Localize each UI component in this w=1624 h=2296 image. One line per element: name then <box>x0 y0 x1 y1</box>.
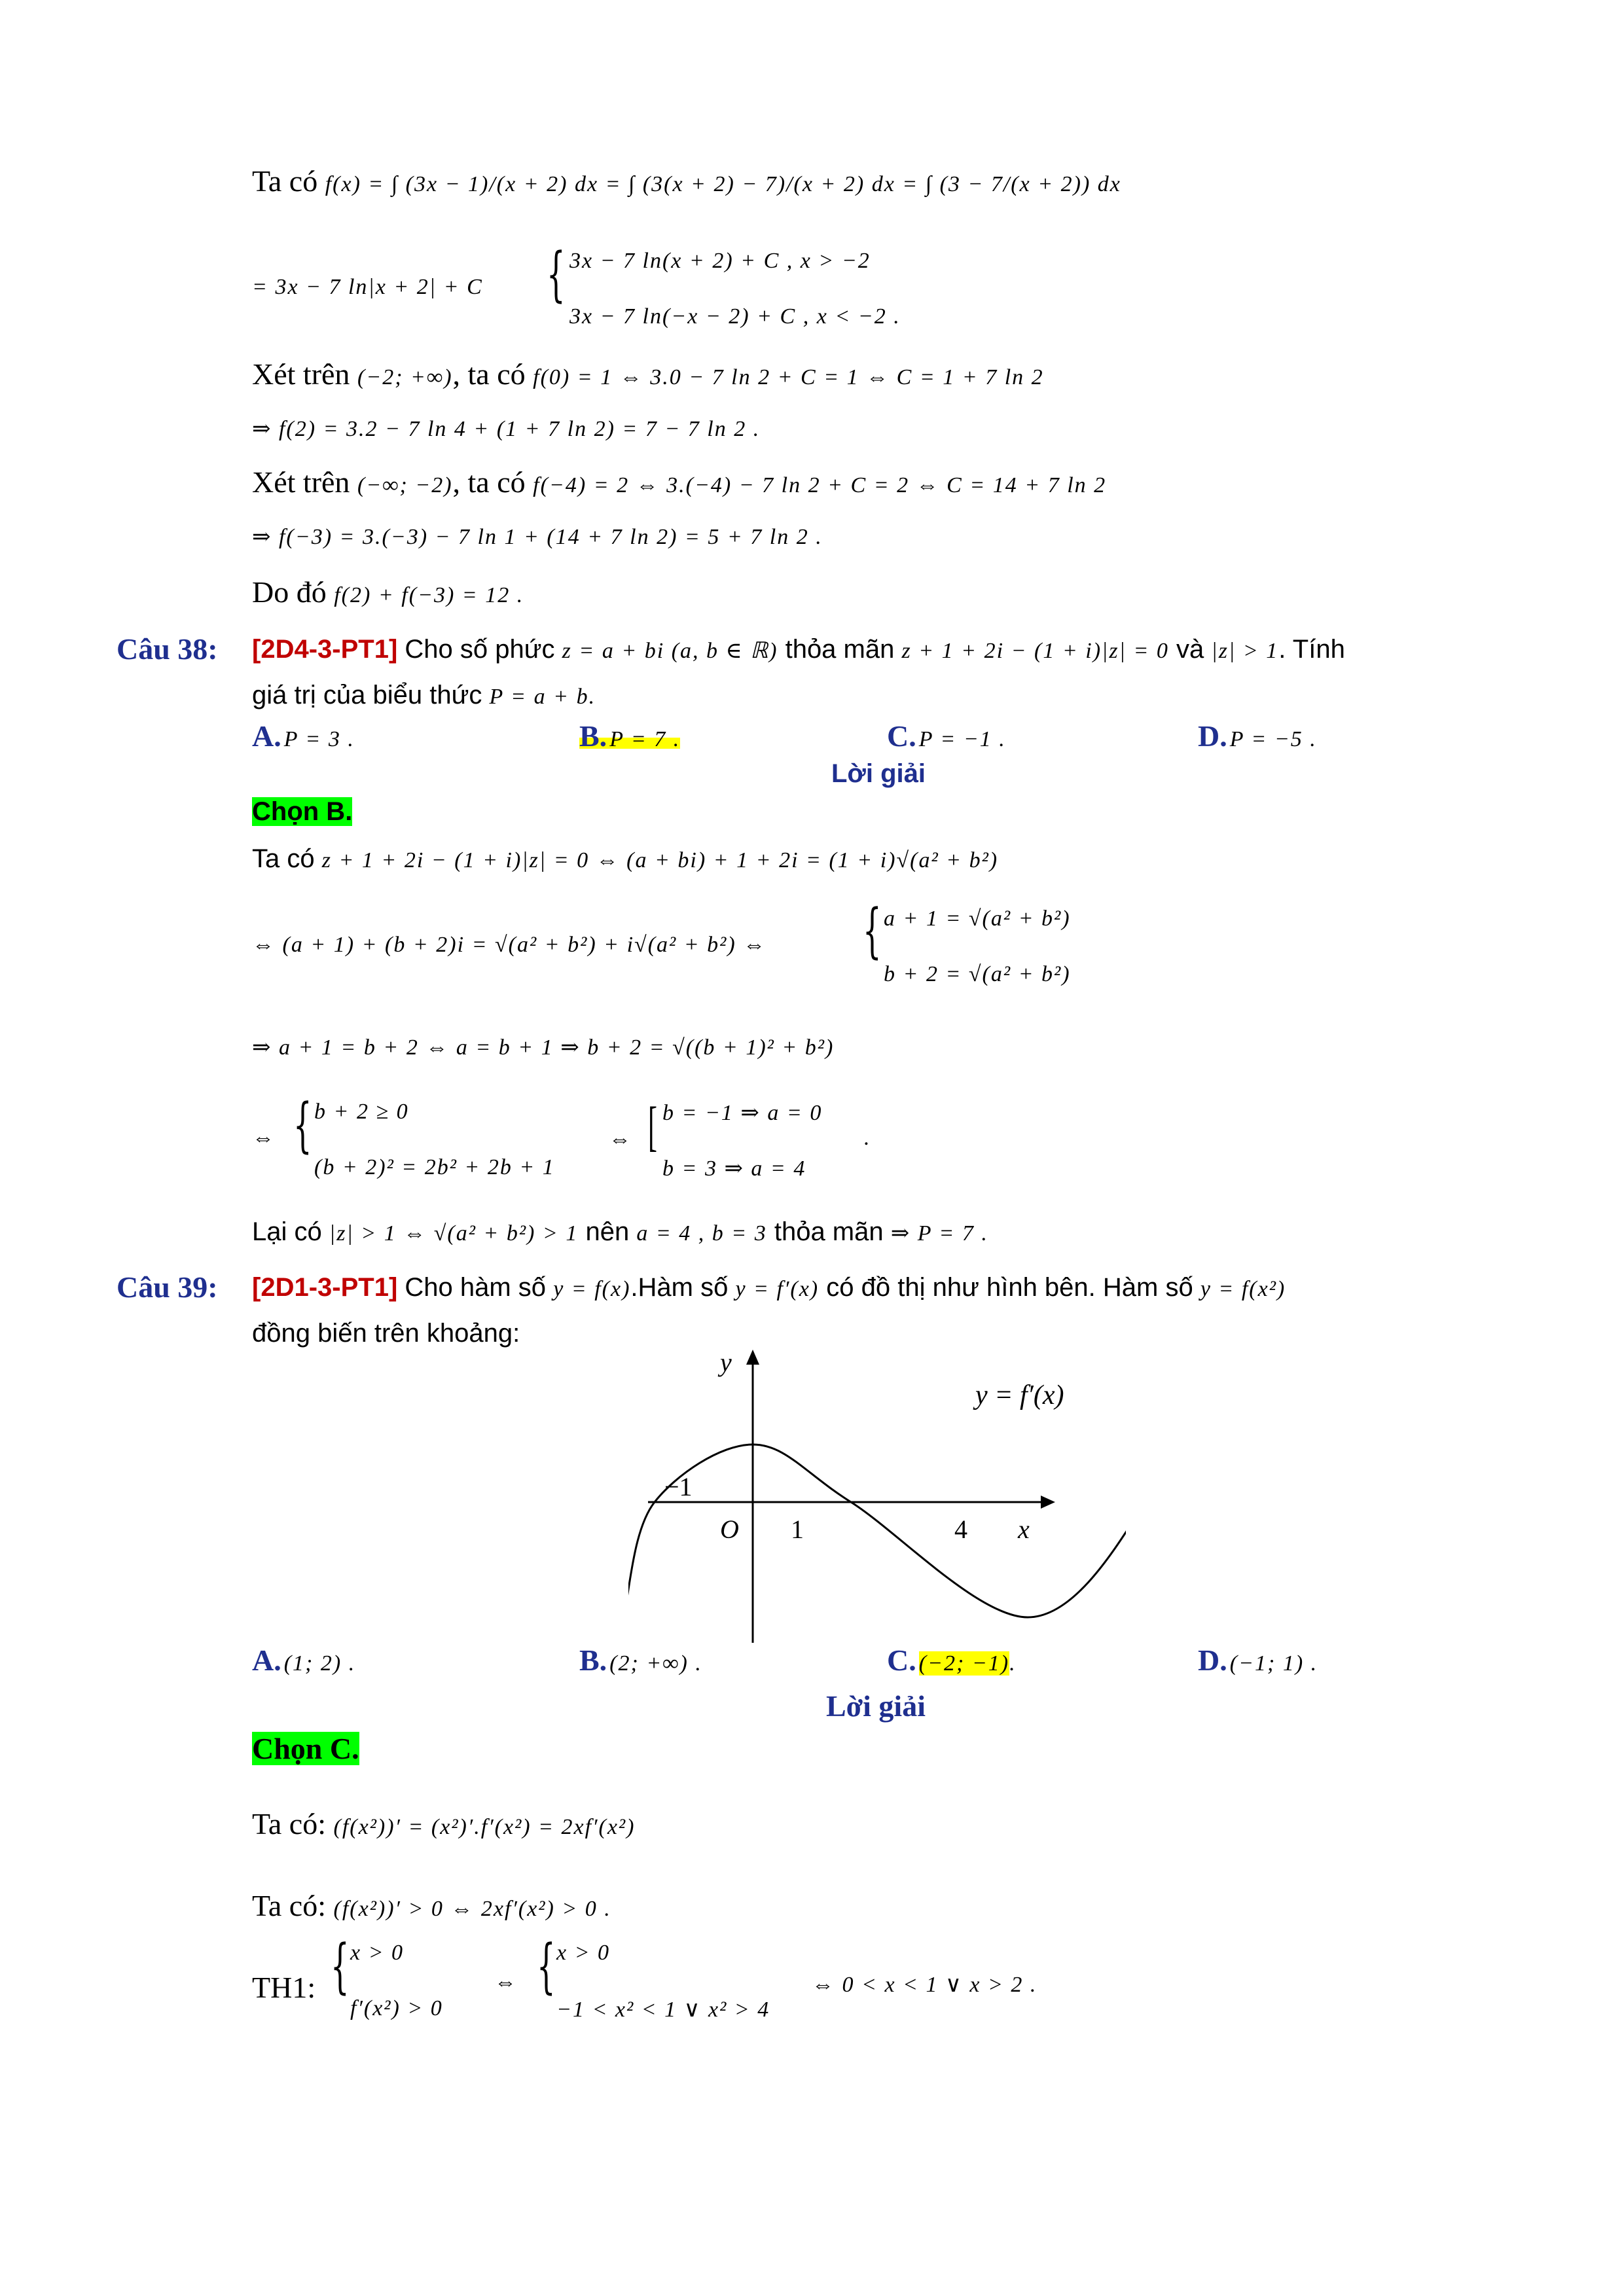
intro-line-7 <box>252 575 524 609</box>
math: ⇔ <box>609 1127 632 1151</box>
math: ⇒ P = 7 . <box>890 1221 988 1246</box>
option-value: P = 7 . <box>609 727 681 751</box>
math: f′(x²) > 0 <box>350 1996 443 2020</box>
intro-line-3 <box>252 357 1044 391</box>
math: y = f′(x) <box>735 1277 820 1301</box>
math: z + 1 + 2i − (1 + i)|z| = 0 <box>901 639 1169 663</box>
intro-case-1 <box>569 249 871 274</box>
math: ⇒ f(2) = 3.2 − 7 ln 4 + (1 + 7 ln 2) = 7 − 7 ln 2 . <box>252 417 761 441</box>
option-dot: . <box>1009 1651 1017 1676</box>
math: −1 < x² < 1 ∨ x² > 4 <box>556 1998 770 2022</box>
text: Cho hàm số <box>405 1273 547 1302</box>
math: ⇔ 0 < x < 1 ∨ x > 2 . <box>812 1973 1038 1997</box>
q38-step-1 <box>252 844 998 874</box>
intro-line-6 <box>252 524 823 550</box>
text: giá trị của biểu thức <box>252 681 482 709</box>
q38-solution-title: Lời giải <box>831 759 926 788</box>
q39-step-2 <box>252 1888 611 1923</box>
text: . Tính <box>1278 635 1345 664</box>
x-axis-arrow-icon <box>1041 1496 1055 1509</box>
choice-badge: Chọn C. <box>252 1732 359 1765</box>
math: z = a + bi (a, b ∈ ℝ) <box>562 639 778 663</box>
q38-step-4 <box>252 1126 276 1151</box>
q38-step-4-or-1 <box>662 1100 822 1126</box>
math: (f(x²))′ > 0 ⇔ 2xf′(x²) > 0 . <box>333 1897 611 1921</box>
curve-f-prime <box>628 1382 1126 1617</box>
math: (f(x²))′ = (x²)′.f′(x²) = 2xf′(x²) <box>333 1815 636 1839</box>
q38-step-4-case-2 <box>314 1155 555 1180</box>
option-value: P = 3 . <box>283 727 355 751</box>
option-value: (1; 2) . <box>283 1651 356 1676</box>
math: |z| > 1 ⇔ √(a² + b²) > 1 <box>329 1221 579 1246</box>
q39-step-3 <box>252 1970 316 2005</box>
q38-option-c[interactable] <box>887 719 1006 753</box>
option-key: A. <box>252 1643 281 1677</box>
bracket-icon: [ <box>648 1096 657 1157</box>
q39-step-3-end <box>812 1971 1037 1998</box>
math: = 3x − 7 ln|x + 2| + C <box>252 275 483 299</box>
option-value: P = −5 . <box>1229 727 1317 751</box>
option-key: D. <box>1198 719 1227 753</box>
math: y = f(x²) <box>1200 1277 1286 1301</box>
math: ⇒ f(−3) = 3.(−3) − 7 ln 1 + (14 + 7 ln 2) = 5 + 7 ln 2 . <box>252 525 823 549</box>
text: Lại có <box>252 1217 322 1246</box>
text: Xét trên <box>252 357 350 391</box>
math: P = a + b. <box>489 685 596 709</box>
q38-line-1 <box>252 635 1345 664</box>
math: z + 1 + 2i − (1 + i)|z| = 0 ⇔ (a + bi) + 1 + 2i = (1 + i)√(a² + b²) <box>321 848 999 872</box>
math: f(2) + f(−3) = 12 . <box>334 583 524 607</box>
tick-label-4: 4 <box>954 1515 967 1544</box>
q38-choice <box>252 797 352 827</box>
q38-step-4-case-1 <box>314 1100 409 1124</box>
x-axis-label: x <box>1018 1515 1030 1544</box>
q39-step-3-case-3 <box>556 1941 610 1965</box>
q39-step-3-mid <box>494 1970 518 1995</box>
graph-f-prime <box>628 1342 1126 1656</box>
brace-icon: { <box>537 1932 556 2001</box>
math: ⇔ (a + 1) + (b + 2)i = √(a² + b²) + i√(a² + b²) ⇔ <box>252 933 767 957</box>
q38-option-b[interactable] <box>579 719 680 753</box>
text: .Hàm số <box>630 1273 729 1302</box>
q38-line-2 <box>252 681 596 710</box>
tick-label-neg1: −1 <box>664 1472 693 1501</box>
q39-line-2: đồng biến trên khoảng: <box>252 1319 520 1348</box>
intro-line-1 <box>252 164 1121 198</box>
q38-step-5 <box>252 1217 988 1247</box>
text: TH1: <box>252 1971 316 2004</box>
math: x > 0 <box>556 1941 611 1965</box>
math: |z| > 1 <box>1211 639 1279 663</box>
math: f(x) = ∫ (3x − 1)/(x + 2) dx = ∫ (3(x + 2) − 7)/(x + 2) dx = ∫ (3 − 7/(x + 2)) dx <box>325 172 1121 196</box>
math: ⇒ a + 1 = b + 2 ⇔ a = b + 1 ⇒ b + 2 = √((b + 1)² + b²) <box>252 1035 835 1060</box>
text: , ta có <box>452 357 526 391</box>
q39-option-d[interactable] <box>1198 1643 1318 1677</box>
q39-step-1 <box>252 1806 635 1841</box>
option-key: C. <box>887 1643 916 1677</box>
q39-choice <box>252 1731 359 1766</box>
math: f(0) = 1 ⇔ 3.0 − 7 ln 2 + C = 1 ⇔ C = 1 + 7 ln 2 <box>533 365 1044 389</box>
math: (−2; +∞) <box>357 365 453 389</box>
intro-case-2: 3x − 7 ln(−x − 2) + C , x < −2 . <box>569 304 901 329</box>
option-key: B. <box>579 719 607 753</box>
text: có đồ thị như hình bên. Hàm số <box>826 1273 1193 1302</box>
q38-option-d[interactable] <box>1198 719 1317 753</box>
q38-step-2-case-2 <box>884 962 1071 987</box>
text: thỏa mãn <box>774 1217 884 1246</box>
brace-icon: { <box>293 1091 312 1160</box>
curve-label: y = f′(x) <box>975 1380 1064 1410</box>
math: ⇔ <box>252 1126 276 1150</box>
q39-option-b[interactable] <box>579 1643 702 1677</box>
intro-line-4 <box>252 416 760 442</box>
intro-line-2 <box>252 275 483 300</box>
option-key: D. <box>1198 1643 1227 1677</box>
option-value: (−2; −1) <box>918 1651 1010 1676</box>
option-key: C. <box>887 719 916 753</box>
brace-icon: { <box>331 1932 350 2001</box>
text: thỏa mãn <box>785 635 895 664</box>
q38-step-4-or-2 <box>662 1155 806 1181</box>
q38-step-3 <box>252 1034 834 1060</box>
text: Ta có: <box>252 1889 327 1922</box>
math: b + 2 = √(a² + b²) <box>884 962 1071 986</box>
text: và <box>1176 635 1204 664</box>
math: a + 1 = √(a² + b²) <box>884 906 1071 931</box>
q38-step-4-mid <box>609 1127 632 1152</box>
q39-option-a[interactable] <box>252 1643 355 1677</box>
math: (−∞; −2) <box>357 473 453 497</box>
q38-step-2 <box>252 933 767 958</box>
option-value: (2; +∞) . <box>609 1651 702 1676</box>
q39-step-3-case-1 <box>350 1941 404 1965</box>
text: Ta có <box>252 844 315 873</box>
math: 3x − 7 ln(−x − 2) + C , x < −2 <box>569 304 887 329</box>
tick-label-1: 1 <box>791 1515 804 1544</box>
q39-solution-title: Lời giải <box>826 1689 926 1723</box>
y-axis-arrow-icon <box>746 1350 759 1365</box>
y-axis-label: y <box>720 1348 732 1377</box>
text: Ta có <box>252 164 318 198</box>
q38-step-4-end <box>864 1126 871 1151</box>
text: , ta có <box>452 465 526 499</box>
text: Ta có: <box>252 1807 327 1840</box>
option-value: (−1; 1) . <box>1229 1651 1318 1676</box>
math: f(−4) = 2 ⇔ 3.(−4) − 7 ln 2 + C = 2 ⇔ C = 14 + 7 ln 2 <box>533 473 1107 497</box>
q39-line-1 <box>252 1273 1286 1302</box>
choice-badge: Chọn B. <box>252 797 353 826</box>
question-39 <box>117 1270 218 1304</box>
option-value: P = −1 . <box>918 727 1006 751</box>
option-key: B. <box>579 1643 607 1677</box>
answer-highlight <box>579 719 681 753</box>
math: 3x − 7 ln(x + 2) + C , x > −2 <box>569 249 871 273</box>
text: Xét trên <box>252 465 350 499</box>
math: b + 2 ≥ 0 <box>314 1100 409 1124</box>
math: . <box>864 1126 871 1150</box>
question-tag: [2D4-3-PT1] <box>252 635 398 664</box>
text: Do đó <box>252 575 327 609</box>
math: (b + 2)² = 2b² + 2b + 1 <box>314 1155 555 1179</box>
question-tag: [2D1-3-PT1] <box>252 1273 398 1302</box>
brace-icon: { <box>547 240 566 309</box>
math: b = −1 ⇒ a = 0 <box>662 1101 823 1125</box>
q39-step-3-case-2 <box>350 1996 443 2021</box>
math: x > 0 <box>350 1941 405 1965</box>
q39-option-c[interactable] <box>887 1643 1017 1677</box>
math: ⇔ <box>494 1970 518 1994</box>
text: nên <box>585 1217 630 1246</box>
question-label: Câu 39: <box>117 1270 218 1304</box>
intro-line-5 <box>252 465 1106 499</box>
math: a = 4 , b = 3 <box>636 1221 767 1246</box>
question-38 <box>117 632 218 666</box>
text: Cho số phức <box>405 635 555 664</box>
question-label: Câu 38: <box>117 632 218 666</box>
math: b = 3 ⇒ a = 4 <box>662 1157 806 1181</box>
origin-label: O <box>720 1515 739 1544</box>
option-key: A. <box>252 719 281 753</box>
q39-step-3-case-4 <box>556 1996 770 2022</box>
brace-icon: { <box>863 897 882 965</box>
q38-step-2-case-1 <box>884 906 1071 931</box>
q38-option-a[interactable] <box>252 719 355 753</box>
math: y = f(x) <box>553 1277 631 1301</box>
